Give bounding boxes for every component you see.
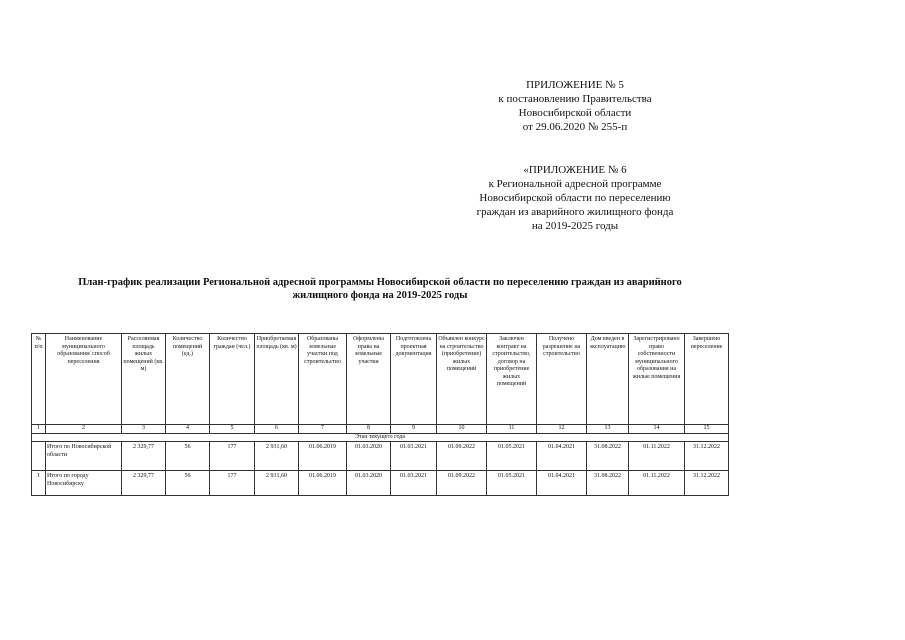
column-number: 2 — [46, 425, 122, 434]
stage-row — [32, 433, 729, 442]
appendix-5-line: Новосибирской области — [518, 107, 632, 119]
table-cell: 01.03.2020 — [347, 471, 391, 496]
appendix-6-line: к Региональной адресной программе — [488, 178, 662, 190]
column-number: 8 — [347, 425, 391, 434]
table-cell: 01.04.2021 — [537, 442, 587, 471]
header-cell: Приобретаемая площадь (кв. м) — [255, 334, 299, 425]
column-number: 3 — [122, 425, 166, 434]
appendix-6-line: граждан из аварийного жилищного фонда — [476, 206, 674, 218]
table-cell: 01.09.2022 — [437, 471, 487, 496]
column-number-row — [32, 425, 729, 434]
municipality-name: Итого по городу Новосибирску — [46, 471, 122, 496]
column-number: 13 — [587, 425, 629, 434]
table-cell: 2 931,60 — [255, 442, 299, 471]
header-cell: Зарегистрировано право собственности муниципального образования на жилые помещения — [629, 334, 685, 425]
table-cell: 01.11.2022 — [629, 442, 685, 471]
appendix-5-line: к постановлению Правительства — [498, 93, 652, 105]
appendix-5-title: ПРИЛОЖЕНИЕ № 5 — [526, 79, 624, 91]
table-cell: 01.03.2020 — [347, 442, 391, 471]
column-number: 4 — [166, 425, 210, 434]
column-number: 7 — [299, 425, 347, 434]
header-cell: Количество помещений (ед.) — [166, 334, 210, 425]
table-cell: 01.03.2021 — [391, 471, 437, 496]
header-cell: Оформлены права на земельные участки — [347, 334, 391, 425]
column-number: 11 — [487, 425, 537, 434]
appendix-5-date: от 29.06.2020 № 255-п — [522, 121, 628, 133]
header-cell: Завершено переселение — [685, 334, 729, 425]
table-cell: 01.03.2021 — [391, 442, 437, 471]
table-cell: 31.08.2022 — [587, 442, 629, 471]
header-cell: Получено разрешение на строительство — [537, 334, 587, 425]
header-cell: Образованы земельные участки под строительство — [299, 334, 347, 425]
header-cell: Объявлен конкурс на строительство (приобретение) жилых помещений — [437, 334, 487, 425]
table-cell: 56 — [166, 442, 210, 471]
table-cell: 01.05.2021 — [487, 442, 537, 471]
column-number: 15 — [685, 425, 729, 434]
table-cell: 2 931,60 — [255, 471, 299, 496]
header-cell: Дом введен в эксплуатацию — [587, 334, 629, 425]
table-cell: 01.09.2022 — [437, 442, 487, 471]
table-cell: 01.06.2019 — [299, 471, 347, 496]
row-number: 1 — [32, 471, 46, 496]
stage-label: Этап текущего года — [32, 433, 729, 442]
municipality-name: Итого по Новосибирской области — [46, 442, 122, 471]
appendix-6-line: Новосибирской области по переселению — [479, 192, 671, 204]
header-cell: Количество граждан (чел.) — [210, 334, 255, 425]
header-cell: Расселяемая площадь жилых помещений (кв. м) — [122, 334, 166, 425]
title-line-2: жилищного фонда на 2019-2025 годы — [292, 290, 468, 301]
row-number — [32, 442, 46, 471]
header-cell: Подготовлена проектная документация — [391, 334, 437, 425]
table-row — [32, 471, 729, 496]
title-line-1: План-график реализации Региональной адресной программы Новосибирской области по переселению граждан из аварийного — [78, 277, 682, 288]
table-cell: 31.12.2022 — [685, 442, 729, 471]
table-cell: 31.12.2022 — [685, 471, 729, 496]
appendix-6-title: «ПРИЛОЖЕНИЕ № 6 — [523, 164, 627, 176]
header-cell: Заключен контракт на строительство, договор на приобретение жилых помещений — [487, 334, 537, 425]
table-cell: 01.06.2019 — [299, 442, 347, 471]
appendix-6-header — [440, 163, 710, 233]
document-title — [40, 276, 720, 302]
table-cell: 177 — [210, 442, 255, 471]
column-number: 10 — [437, 425, 487, 434]
column-number: 1 — [32, 425, 46, 434]
column-number: 5 — [210, 425, 255, 434]
table-row — [32, 442, 729, 471]
header-cell: Наименование муниципального образования/ способ переселения — [46, 334, 122, 425]
header-row — [32, 334, 729, 425]
column-number: 14 — [629, 425, 685, 434]
table-cell: 2 329,77 — [122, 442, 166, 471]
table-cell: 2 329,77 — [122, 471, 166, 496]
column-number: 6 — [255, 425, 299, 434]
appendix-6-line: на 2019-2025 годы — [531, 220, 619, 232]
column-number: 12 — [537, 425, 587, 434]
table-cell: 177 — [210, 471, 255, 496]
table-cell: 01.05.2021 — [487, 471, 537, 496]
column-number: 9 — [391, 425, 437, 434]
schedule-table — [31, 333, 729, 496]
table-cell: 56 — [166, 471, 210, 496]
appendix-5-header — [440, 78, 710, 134]
table-cell: 01.04.2021 — [537, 471, 587, 496]
table-cell: 01.11.2022 — [629, 471, 685, 496]
table-cell: 31.08.2022 — [587, 471, 629, 496]
header-cell: № п/п — [32, 334, 46, 425]
